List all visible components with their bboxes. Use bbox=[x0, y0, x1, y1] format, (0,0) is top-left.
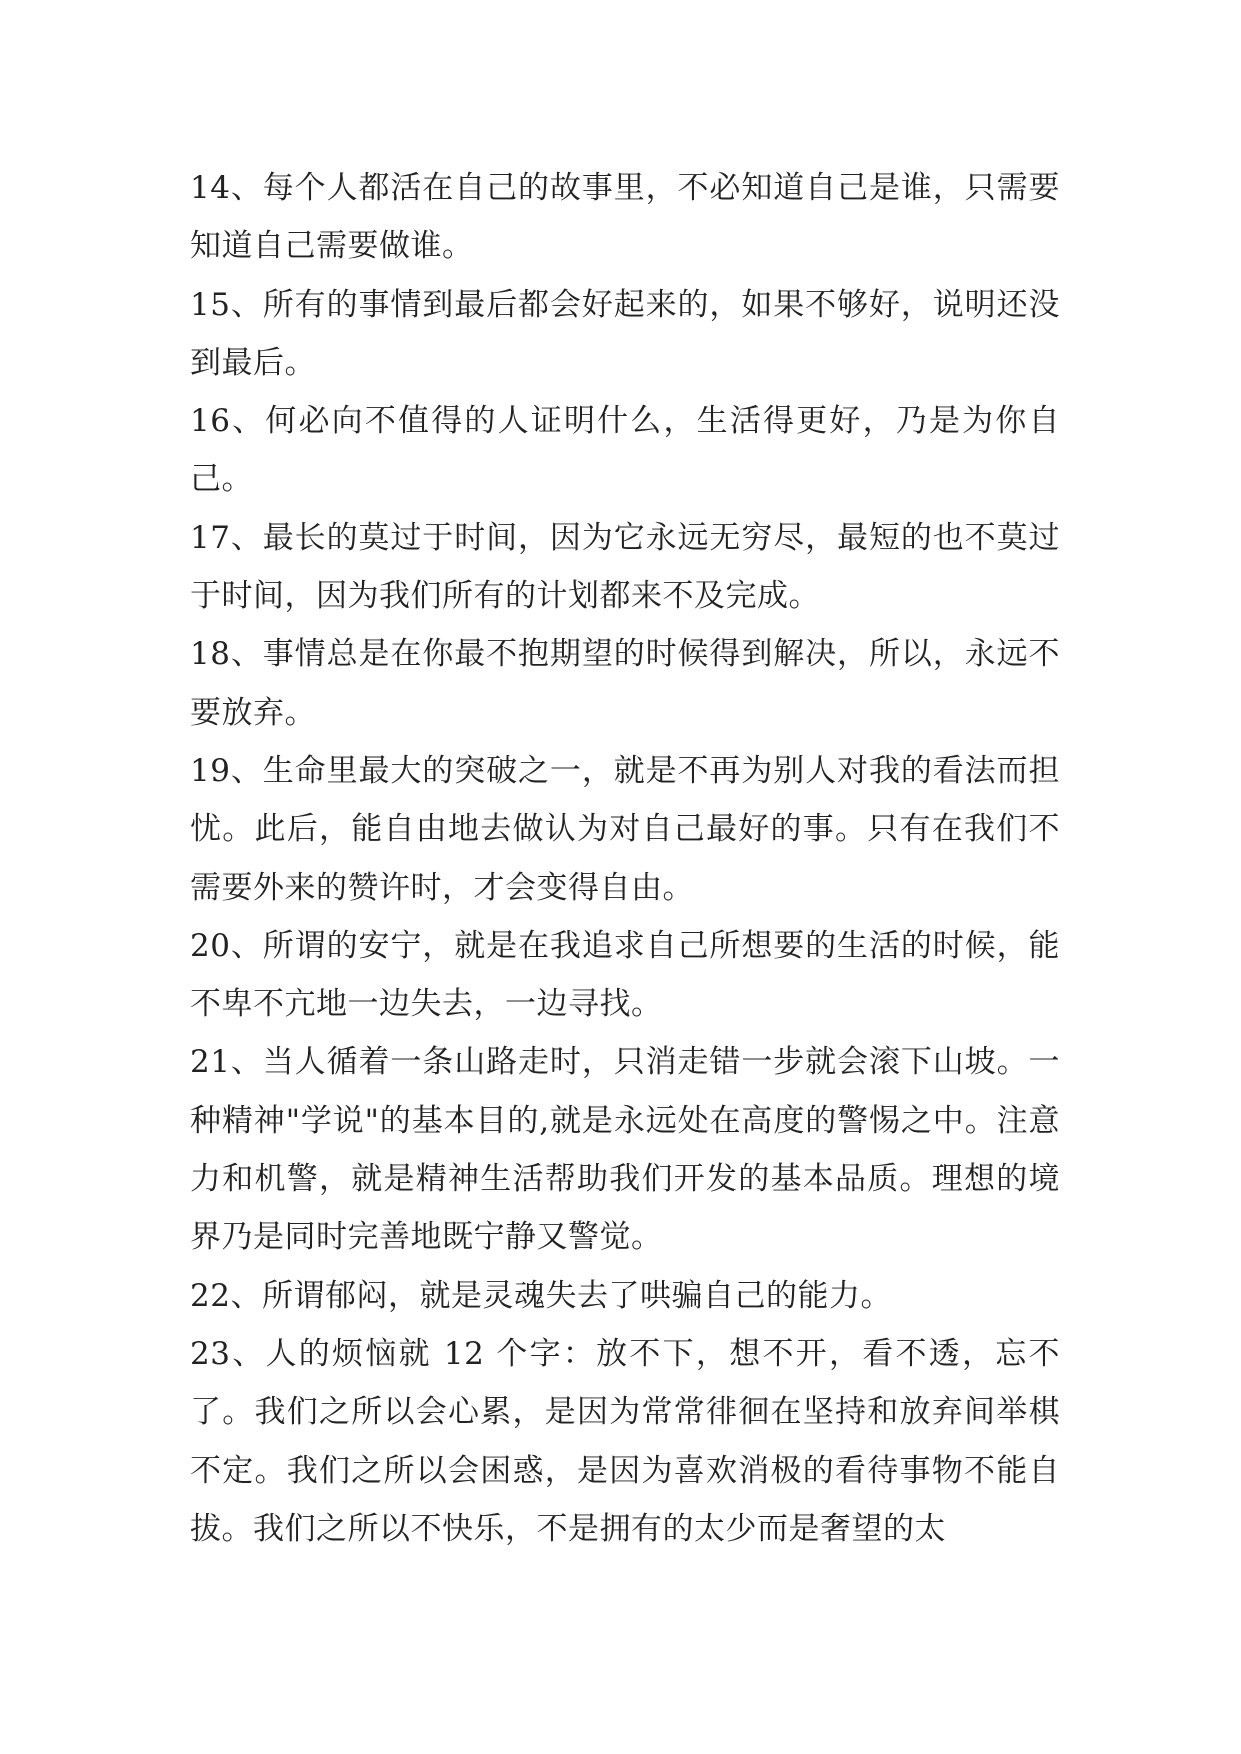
paragraph-18: 18、事情总是在你最不抱期望的时候得到解决，所以，永远不要放弃。 bbox=[190, 636, 1060, 731]
document-body bbox=[190, 159, 1060, 1558]
paragraph-22: 22、所谓郁闷，就是灵魂失去了哄骗自己的能力。 bbox=[190, 1277, 892, 1314]
paragraph-21: 21、当人循着一条山路走时，只消走错一步就会滚下山坡。一种精神"学说"的基本目的,就是永远处在高度的警惕之中。注意力和机警，就是精神生活帮助我们开发的基本品质。理想的境界乃是同时完善地既宁静又警觉。 bbox=[190, 1044, 1060, 1256]
paragraph-15: 15、所有的事情到最后都会好起来的，如果不够好，说明还没到最后。 bbox=[190, 286, 1060, 381]
paragraph-19: 19、生命里最大的突破之一，就是不再为别人对我的看法而担忧。此后，能自由地去做认为对自己最好的事。只有在我们不需要外来的赞许时，才会变得自由。 bbox=[190, 752, 1060, 906]
paragraph-16: 16、何必向不值得的人证明什么，生活得更好，乃是为你自己。 bbox=[190, 403, 1060, 498]
paragraph-20: 20、所谓的安宁，就是在我追求自己所想要的生活的时候，能不卑不亢地一边失去，一边寻找。 bbox=[190, 927, 1060, 1023]
paragraph-17: 17、最长的莫过于时间，因为它永远无穷尽，最短的也不莫过于时间，因为我们所有的计划都来不及完成。 bbox=[190, 519, 1060, 615]
paragraph-14: 14、每个人都活在自己的故事里，不必知道自己是谁，只需要知道自己需要做谁。 bbox=[190, 170, 1060, 265]
paragraph-23: 23、人的烦恼就 12 个字：放不下，想不开，看不透，忘不了。我们之所以会心累，是因为常常徘徊在坚持和放弃间举棋不定。我们之所以会困惑，是因为喜欢消极的看待事物不能自拔。我们之所以不快乐，不是拥有的太少而是奢望的太 bbox=[190, 1335, 1060, 1547]
